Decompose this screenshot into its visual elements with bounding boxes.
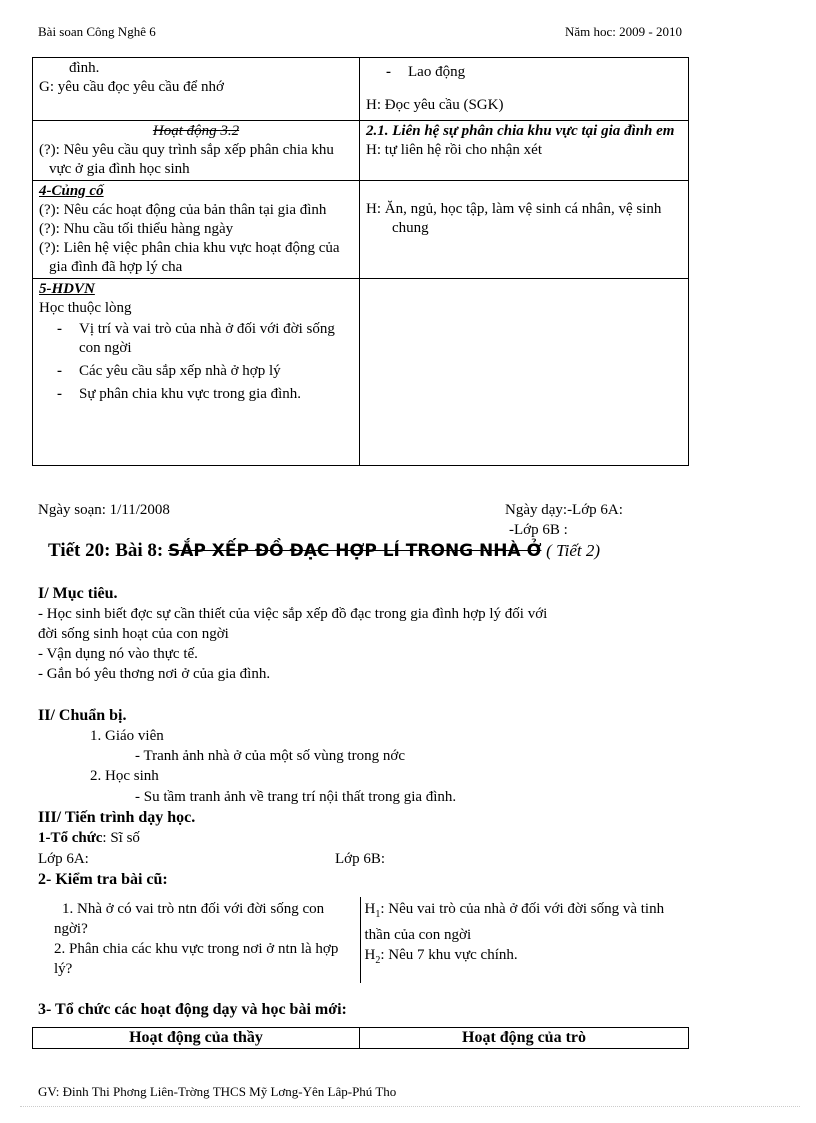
muc-tieu-line: - Gắn bó yêu thơng nơi ở của gia đình. — [38, 666, 271, 682]
footer: GV: Đinh Thi Phơng Liên-Trờng THCS Mỹ Lơng-Yên Lâp-Phú Tho — [38, 1084, 397, 1099]
kiem-tra-heading: 2- Kiểm tra bài cũ: — [38, 871, 168, 888]
footer-divider — [20, 1106, 800, 1107]
table-row — [33, 121, 689, 181]
table-text: (?): Nhu cầu tối thiểu hàng ngày — [39, 221, 234, 237]
muc-tieu-line: - Học sinh biết đợc sự cần thiết của việc sắp xếp đồ đạc trong gia đình hợp lý đối với — [38, 606, 548, 622]
to-chuc-label: 1-Tổ chức — [38, 830, 103, 846]
title-main: SẮP XẾP ĐỒ ĐẠC HỢP LÍ TRONG NHÀ Ở — [167, 541, 542, 561]
answer — [365, 945, 693, 971]
bullet-dash: - — [57, 321, 62, 337]
title-suffix: ( Tiết 2) — [546, 541, 601, 560]
answer-label: H — [364, 901, 376, 917]
table-text: Học thuộc lòng — [39, 300, 132, 316]
muc-tieu-line: đời sống sinh hoạt của con ngời — [38, 626, 229, 642]
bullet-dash: - — [57, 386, 62, 402]
question: 2. Phân chia các khu vực trong nơi ở ntn là hợp lý? — [54, 941, 339, 977]
header-left: Bài soan Công Nghê 6 — [38, 24, 156, 39]
answer — [365, 899, 693, 945]
to-chuc — [38, 830, 140, 847]
hoc-sinh: 2. Học sinh — [90, 768, 159, 784]
list-item: Các yêu cầu sắp xếp nhà ở hợp lý — [79, 363, 281, 379]
table-row — [50, 897, 696, 983]
giao-vien: 1. Giáo viên — [90, 728, 164, 744]
to-chuc-rest: : Sĩ số — [102, 830, 140, 846]
table-text: đình. — [69, 60, 100, 76]
header-right: Năm hoc: 2009 - 2010 — [565, 24, 682, 39]
muc-tieu-line: - Vận dụng nó vào thực tế. — [38, 646, 198, 662]
giao-vien-item: - Tranh ảnh nhà ở của một số vùng trong nớc — [135, 748, 405, 764]
hoc-sinh-item: - Su tầm tranh ảnh về trang trí nội thất trong gia đình. — [135, 789, 457, 805]
bullet-dash: - — [57, 363, 62, 379]
table-text: (?): Nêu yêu cầu quy trình sắp xếp phân chia khu vực ở gia đình học sinh — [39, 142, 334, 177]
section-title: 2.1. Liên hệ sự phân chia khu vực tại gia đình em — [366, 123, 675, 139]
student-activity-header: Hoạt động của trò — [360, 1028, 689, 1049]
activity-header-table — [32, 1027, 689, 1049]
activity-title: Hoạt động 3.2 — [152, 123, 240, 139]
muc-tieu-heading: I/ Mục tiêu. — [38, 585, 118, 602]
answer-text: : Nêu 7 khu vực chính. — [380, 947, 518, 963]
tien-trinh-heading: III/ Tiến trình dạy học. — [38, 809, 196, 826]
table-text: (?): Nêu các hoạt động của bản thân tại gia đình — [39, 202, 327, 218]
list-item: Vị trí và vai trò của nhà ở đối với đời sống con ngời — [79, 321, 335, 356]
lop-6b: Lớp 6B: — [335, 851, 386, 867]
answer-sub: 1 — [375, 909, 381, 920]
table-row — [33, 181, 689, 279]
ngay-soan: Ngày soạn: 1/11/2008 — [38, 502, 170, 518]
bullet-dash: - — [386, 64, 391, 80]
section-3-heading: 3- Tổ chức các hoạt động dạy và học bài mới: — [38, 1001, 347, 1018]
table-row — [33, 279, 689, 466]
answer-label: H — [364, 947, 376, 963]
chuan-bi-heading: II/ Chuẩn bị. — [38, 707, 127, 724]
table-text: Lao động — [408, 64, 466, 80]
table-text: H: Ăn, ngủ, học tập, làm vệ sinh cá nhân, vệ sinh chung — [366, 201, 662, 236]
section-title: 4-Củng cố — [39, 183, 104, 199]
lop-6b-date: -Lớp 6B : — [509, 522, 568, 538]
table-text: (?): Liên hệ việc phân chia khu vực hoạt động của gia đình đã hợp lý cha — [39, 240, 340, 275]
kiem-tra-table — [50, 897, 696, 983]
answer-text: : Nêu vai trò của nhà ở đối với đời sống và tinh thần của con ngời — [364, 901, 665, 943]
section-title: 5-HDVN — [39, 281, 95, 297]
question: 1. Nhà ở có vai trò ntn đối với đời sống con ngời? — [54, 901, 325, 937]
table-row — [33, 1028, 689, 1049]
list-item: Sự phân chia khu vực trong gia đình. — [79, 386, 302, 402]
teacher-activity-header: Hoạt động của thầy — [33, 1028, 360, 1049]
table-text: H: tự liên hệ rồi cho nhận xét — [366, 142, 543, 158]
table-text: G: yêu cầu đọc yêu cầu để nhớ — [39, 79, 224, 95]
lesson-table — [32, 57, 689, 466]
lesson-title — [48, 540, 600, 562]
title-prefix: Tiết 20: Bài 8: — [48, 540, 164, 561]
lop-6a: Lớp 6A: — [38, 851, 89, 867]
ngay-day: Ngày dạy:-Lớp 6A: — [505, 502, 623, 518]
answer-sub: 2 — [375, 955, 381, 966]
table-row — [33, 58, 689, 121]
table-text: H: Đọc yêu cầu (SGK) — [366, 97, 504, 113]
